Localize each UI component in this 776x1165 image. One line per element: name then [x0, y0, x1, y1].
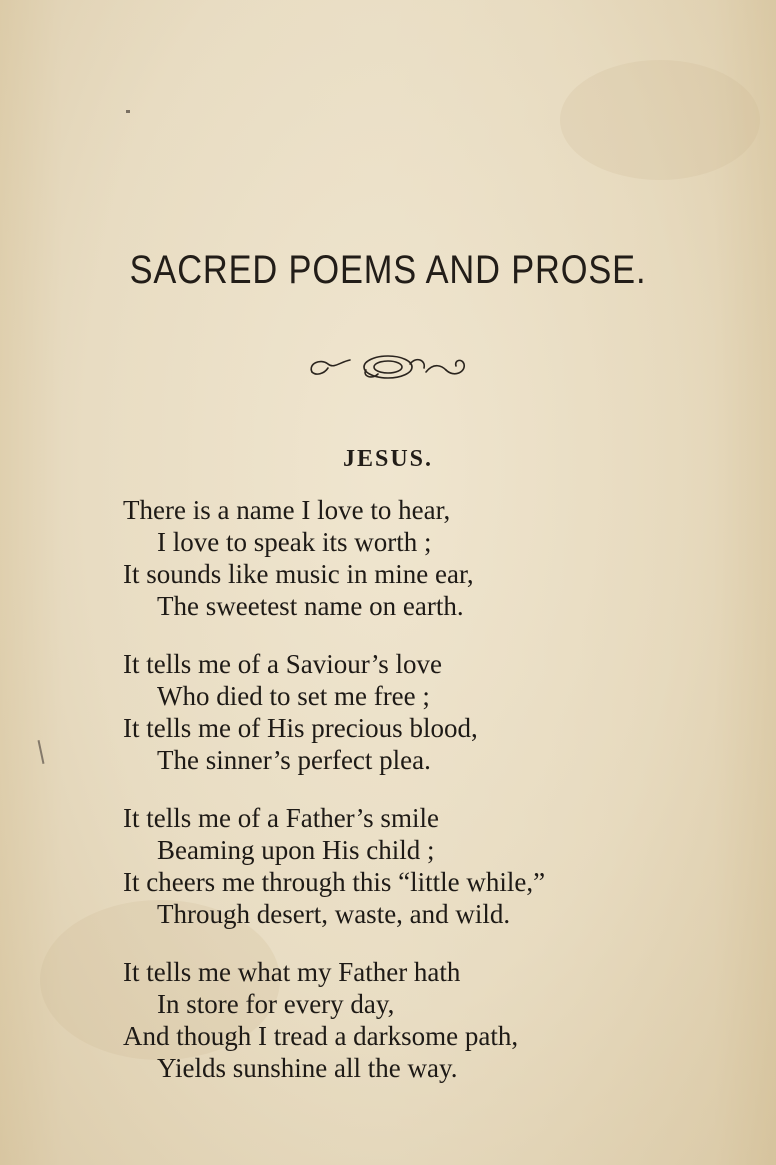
stanza: [123, 956, 723, 1084]
verse-line: Yields sunshine all the way.: [157, 1053, 458, 1083]
margin-mark: [38, 740, 45, 764]
stanza: [123, 648, 723, 776]
verse-line: Who died to set me free ;: [157, 681, 430, 711]
verse-line: It tells me what my Father hath: [123, 957, 461, 987]
paper-stain: [560, 60, 760, 180]
page-title: SACRED POEMS AND PROSE.: [129, 248, 647, 292]
verse-line: The sweetest name on earth.: [157, 591, 464, 621]
verse-line: It sounds like music in mine ear,: [123, 559, 474, 589]
verse-line: It cheers me through this “little while,”: [123, 867, 546, 897]
verse-line: It tells me of a Father’s smile: [123, 803, 439, 833]
stanza: [123, 494, 723, 622]
verse-line: I love to speak its worth ;: [157, 527, 432, 557]
verse-line: There is a name I love to hear,: [123, 495, 451, 525]
verse-line: The sinner’s perfect plea.: [157, 745, 431, 775]
poem-title: JESUS.: [342, 446, 434, 472]
verse-line: It tells me of a Saviour’s love: [123, 649, 442, 679]
verse-line: And though I tread a darksome path,: [123, 1021, 519, 1051]
poem-body: [123, 494, 723, 1110]
verse-line: Beaming upon His child ;: [157, 835, 435, 865]
verse-line: It tells me of His precious blood,: [123, 713, 478, 743]
ink-speck: [126, 110, 130, 113]
verse-line: Through desert, waste, and wild.: [157, 899, 511, 929]
stanza: [123, 802, 723, 930]
flourish-ornament-icon: [306, 350, 470, 384]
verse-line: In store for every day,: [157, 989, 395, 1019]
